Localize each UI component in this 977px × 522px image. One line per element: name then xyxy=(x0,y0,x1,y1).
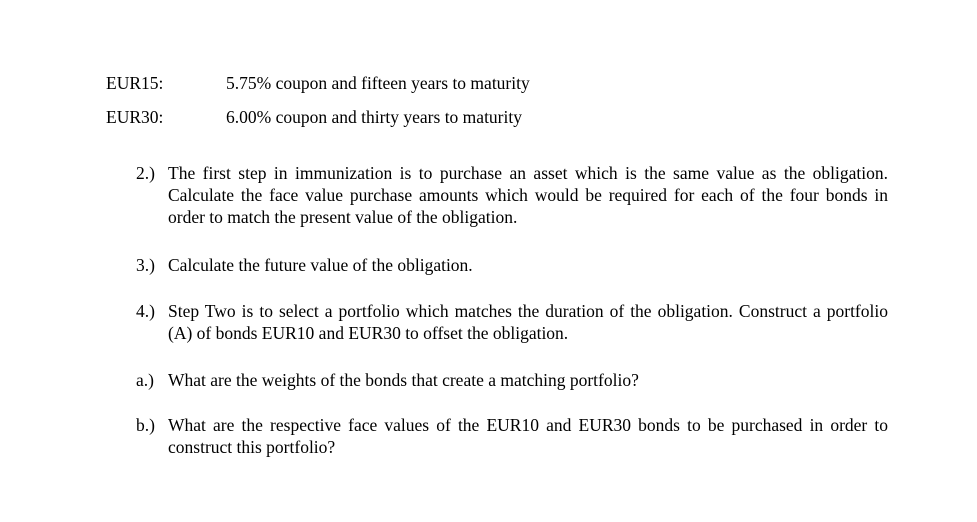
question-text: What are the weights of the bonds that create a matching portfolio? xyxy=(168,370,639,390)
question-number: 3.) xyxy=(136,255,155,275)
question-number: 2.) xyxy=(136,163,155,183)
bond-row-eur30 xyxy=(106,106,886,128)
bond-name: EUR15: xyxy=(106,73,164,93)
question-text: The first step in immunization is to purchase an asset which is the same value as the obligation. Calculate the face value purchase amounts which would be required for each of the four bonds in order to match the present value of the obligation. xyxy=(168,163,888,227)
bond-description: 6.00% coupon and thirty years to maturity xyxy=(226,107,522,127)
question-number: b.) xyxy=(136,415,155,435)
question-4b xyxy=(136,414,888,458)
question-number: a.) xyxy=(136,370,154,390)
question-3 xyxy=(136,254,888,276)
question-text: Step Two is to select a portfolio which matches the duration of the obligation. Construct a portfolio (A) of bonds EUR10 and EUR30 to offset the obligation. xyxy=(168,301,888,343)
question-text: Calculate the future value of the obligation. xyxy=(168,255,473,275)
question-4a xyxy=(136,369,888,391)
question-4 xyxy=(136,300,888,344)
bond-description: 5.75% coupon and fifteen years to maturity xyxy=(226,73,530,93)
bond-name: EUR30: xyxy=(106,107,164,127)
bond-row-eur15 xyxy=(106,72,886,94)
question-number: 4.) xyxy=(136,301,155,321)
question-text: What are the respective face values of the EUR10 and EUR30 bonds to be purchased in order to construct this portfolio? xyxy=(168,415,888,457)
question-2 xyxy=(136,162,888,228)
